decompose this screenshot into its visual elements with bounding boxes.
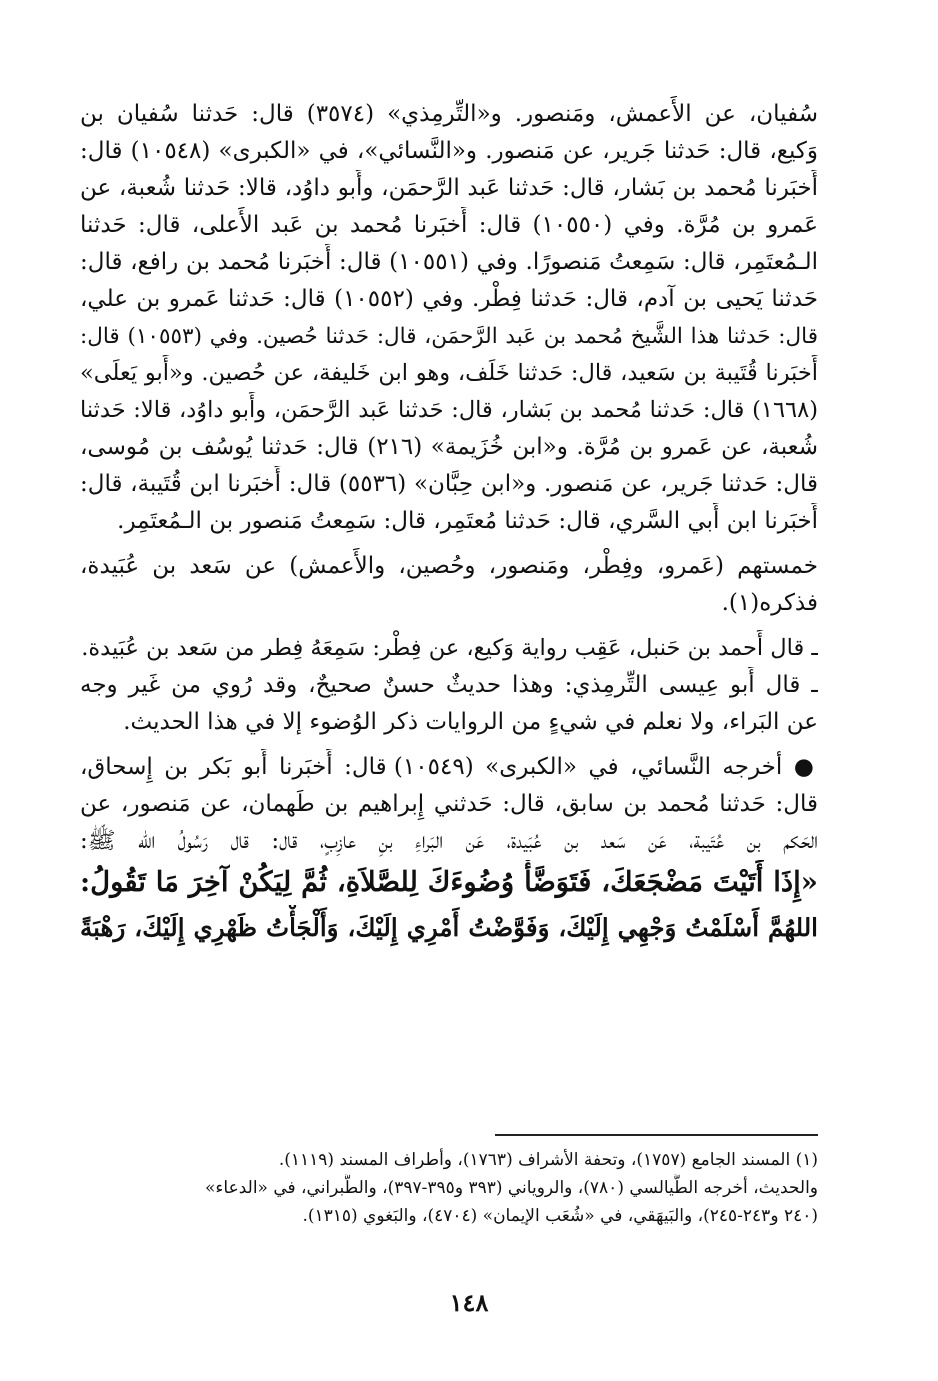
text-line: ـ قال أَبو عِيسى التِّرمِذي: وهذا حديثٌ حسنٌ صحيحٌ، وقد رُوي من غَير وجه xyxy=(80,672,818,698)
text-line: حَدثنا يَحيى بن آدم، قال: حَدثنا فِطْر. وفي (١٠٥٥٢) قال: حَدثنا عَمرو بن علي، xyxy=(80,286,818,312)
text-line: ● أخرجه النَّسائي، في «الكبرى» (١٠٥٤٩) قال: أَخبَرنا أَبو بَكر بن إِسحاق، xyxy=(80,754,818,780)
text-line: الحَكم بن عُتَيبة، عَن سَعد بن عُبَيدة، عَن البَراءِ بنِ عازِبٍ، قال: قال رَسُولُ الله ﷺ: xyxy=(80,828,818,854)
text-line: قال: حَدثنا هذا الشَّيخ مُحمد بن عَبد الرَّحمَن، قال: حَدثنا حُصين. وفي (١٠٥٥٣) قال: xyxy=(80,324,818,349)
text-line: قال: حَدثنا جَرير، عن مَنصور. و«ابن حِبَّان» (٥٥٣٦) قال: أَخبَرنا ابن قُتَيبة، قال: xyxy=(80,471,818,497)
page-number: ١٤٨ xyxy=(449,1288,489,1317)
comment-paragraph xyxy=(80,630,818,741)
footnote-divider xyxy=(495,1134,818,1136)
main-text xyxy=(80,96,818,950)
text-line: شُعبة، عن عَمرو بن مُرَّة. و«ابن خُزَيمة» (٢١٦) قال: حَدثنا يُوسُف بن مُوسى، xyxy=(80,434,818,460)
text-line: أَخبَرنا ابن أَبي السَّري، قال: حَدثنا مُعتَمِر، قال: سَمِعتُ مَنصور بن الـمُعتَمِر. xyxy=(117,508,818,534)
footnotes xyxy=(80,1146,818,1230)
footnote-line: والحديث، أخرجه الطَّيالسي (٧٨٠)، والروياني (٣٩٣ و٣٩٥-٣٩٧)، والطَّبراني، في «الدعاء» xyxy=(205,1178,818,1198)
text-line: الـمُعتَمِر، قال: سَمِعتُ مَنصورًا. وفي (١٠٥٥١) قال: أَخبَرنا مُحمد بن رافع، قال: xyxy=(80,249,818,275)
text-line: (١٦٦٨) قال: حَدثنا مُحمد بن بَشار، قال: حَدثنا عَبد الرَّحمَن، وأَبو داوُد، قالا: حَدثنا xyxy=(80,397,818,423)
text-line: وَكيع، قال: حَدثنا جَرير، عن مَنصور. و«النَّسائي»، في «الكبرى» (١٠٥٤٨) قال: xyxy=(80,138,818,164)
footnote-line: (١) المسند الجامع (١٧٥٧)، وتحفة الأشراف (١٧٦٣)، وأطراف المسند (١١١٩). xyxy=(278,1150,818,1170)
text-line: سُفيان، عن الأَعمش، ومَنصور. و«التِّرمِذي» (٣٥٧٤) قال: حَدثنا سُفيان بن xyxy=(80,101,818,127)
hadith-text xyxy=(80,860,818,950)
text-line: خمستهم (عَمرو، وفِطْر، ومَنصور، وحُصين، والأَعمش) عن سَعد بن عُبَيدة، xyxy=(80,553,818,579)
summary-paragraph xyxy=(80,548,818,622)
text-line: قال: حَدثنا مُحمد بن سابق، قال: حَدثني إِبراهيم بن طَهمان، عن مَنصور، عن xyxy=(80,791,818,817)
text-line: أَخبَرنا مُحمد بن بَشار، قال: حَدثنا عَبد الرَّحمَن، وأَبو داوُد، قالا: حَدثنا شُعبة، عن xyxy=(80,175,818,201)
text-line: ـ قال أَحمد بن حَنبل، عَقِب رواية وَكيع، عن فِطْر: سَمِعَهُ فِطر من سَعد بن عُبَيدة. xyxy=(81,635,818,661)
text-line-footnote-ref: فذكره(١). xyxy=(721,590,818,616)
takhrij-paragraph xyxy=(80,749,818,860)
text-line: عَمرو بن مُرَّة. وفي (١٠٥٥٠) قال: أَخبَرنا مُحمد بن عَبد الأَعلى، قال: حَدثنا xyxy=(80,212,818,238)
text-line: عن البَراء، ولا نعلم في شيءٍ من الروايات ذكر الوُضوء إلا في هذا الحديث. xyxy=(123,709,818,735)
isnad-paragraph xyxy=(80,96,818,540)
text-line: أَخبَرنا قُتَيبة بن سَعيد، قال: حَدثنا خَلَف، وهو ابن خَليفة، عن حُصين. و«أَبو يَعلَى» xyxy=(80,360,818,386)
hadith-line: «إِذَا أَتَيْتَ مَضْجَعَكَ، فَتَوَضَّأْ وُضُوءَكَ لِلصَّلاَةِ، ثُمَّ لِيَكُنْ آخِرَ مَا تَقُولُ: xyxy=(80,866,818,898)
footnote-line: (٢٤٠ و٢٤٣-٢٤٥)، والبَيهَقي، في «شُعَب الإيمان» (٤٧٠٤)، والبَغوي (١٣١٥). xyxy=(302,1206,818,1226)
hadith-line: اللهُمَّ أَسْلَمْتُ وَجْهِي إِلَيْكَ، وَفَوَّضْتُ أَمْرِي إِلَيْكَ، وَأَلْجَأْتُ ظَهْرِي إِلَيْكَ، رَهْبَةً xyxy=(80,913,818,942)
